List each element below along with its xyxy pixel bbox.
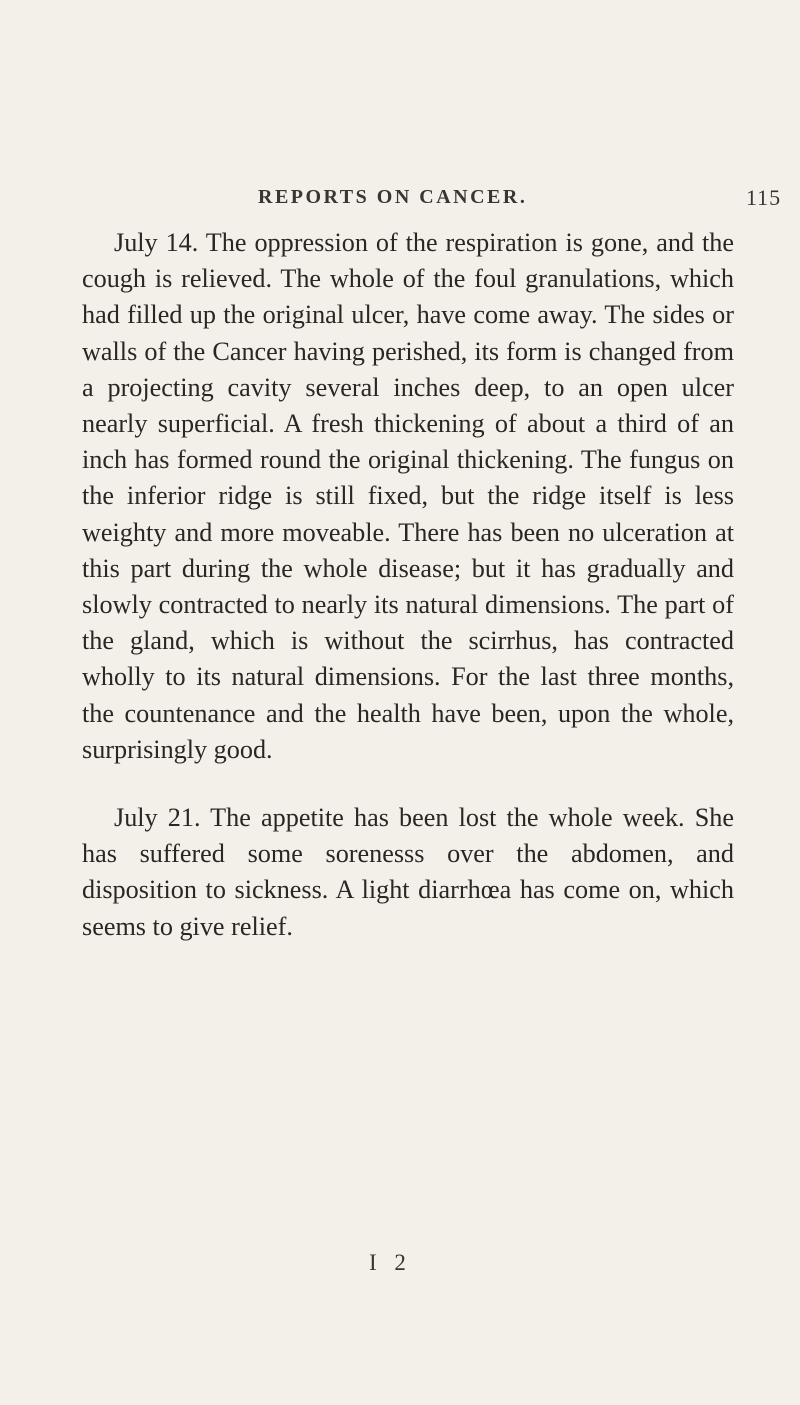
page-number: 115: [746, 185, 782, 210]
signature-mark: I 2: [369, 1250, 412, 1275]
entry-date: July 14.: [114, 228, 199, 257]
entry-paragraph: [82, 800, 734, 945]
running-head: [258, 185, 782, 216]
entry-text: The oppression of the respiration is gone, and the cough is relieved. The whole of the foul granulations, which had filled up the original ulcer, have come away. The sides or walls of the Cancer having perished, its form is changed from a projecting cavity several inches deep, to an open ulcer nearly superficial. A fresh thickening of about a third of an inch has formed round the original thickening. The fungus on the inferior ridge is still fixed, but the ridge itself is less weighty and more moveable. There has been no ulceration at this part during the whole disease; but it has gradually and slowly contracted to nearly its natural dimensions. The part of the gland, which is without the scirrhus, has contracted wholly to its natural dimensions. For the last three months, the countenance and the health have been, upon the whole, surprisingly good.: [82, 228, 734, 764]
running-title: REPORTS ON CANCER.: [258, 186, 528, 208]
entry-date: July 21.: [114, 803, 201, 833]
body-text: [82, 225, 734, 945]
entry-paragraph: [82, 225, 734, 768]
entry-text: The appetite has been lost the whole week. She has suffered some sorenesss over the abdomen, and disposition to sickness. A light diarrhœa has come on, which seems to give relief.: [82, 803, 734, 941]
